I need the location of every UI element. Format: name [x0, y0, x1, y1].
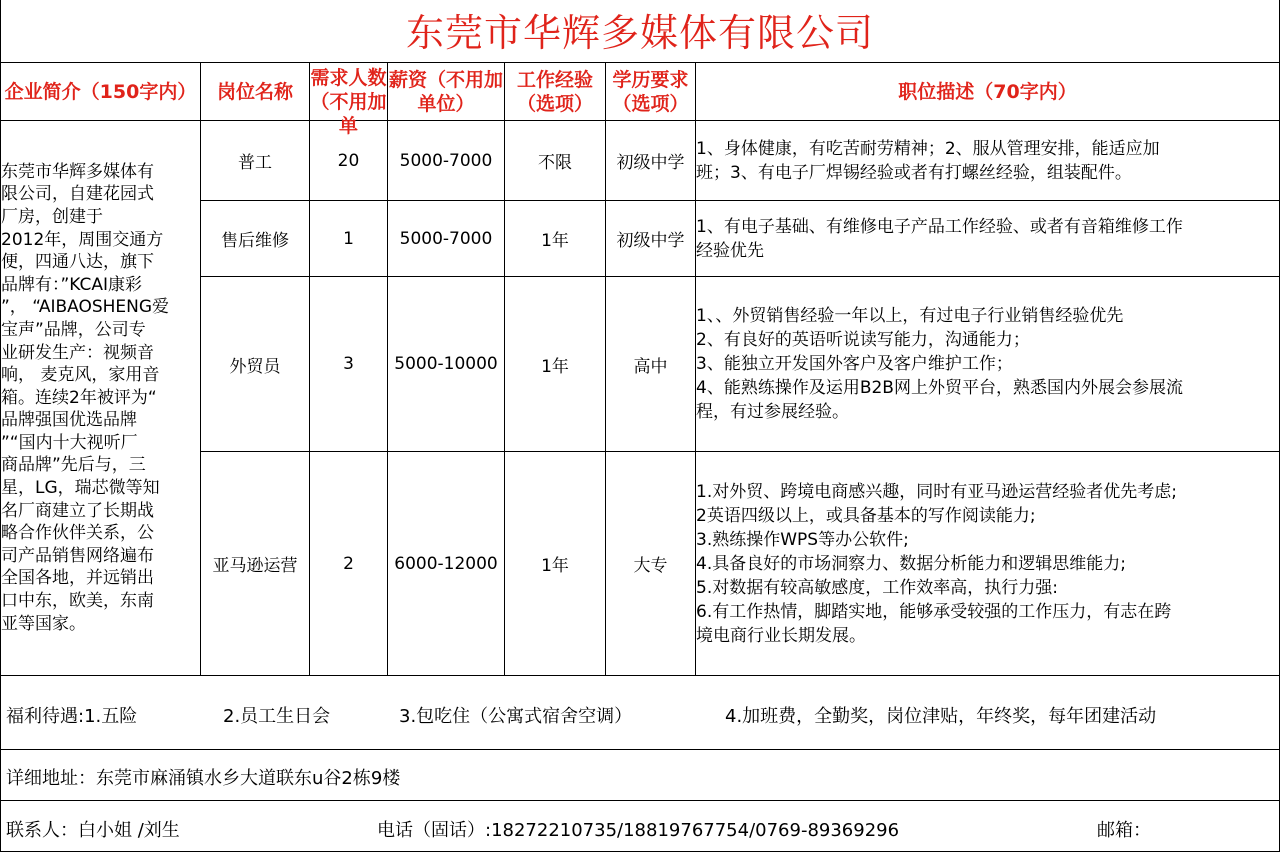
job-salary: 5000-7000 — [388, 201, 505, 277]
job-description: 1.对外贸、跨境电商感兴趣，同时有亚马逊运营经验者优先考虑; 2英语四级以上，或具备基本的写作阅读能力; 3.熟练操作WPS等办公软件; 4.具备良好的市场洞察力、数据分析能力和逻辑思维能力; 5.对数据有较高敏感度，工作效率高，执行力强: 6.有工作热情，脚踏实地，能够承受较强的工作压力，有志在跨 境电商行业长期发展。 — [696, 452, 1280, 676]
job-table — [0, 62, 1280, 676]
job-education: 大专 — [606, 452, 696, 676]
page-title: 东莞市华辉多媒体有限公司 — [0, 0, 1280, 62]
header-intro: 企业简介（150字内） — [1, 63, 201, 121]
header-position: 岗位名称 — [201, 63, 310, 121]
contact-row — [0, 801, 1280, 852]
welfare-item: 4.加班费，全勤奖，岗位津贴，年终奖，每年团建活动 — [725, 706, 1157, 727]
contact-phone: 电话（固话）:18272210735/18819767754/0769-89369296 — [377, 820, 900, 841]
job-count: 2 — [310, 452, 388, 676]
header-experience: 工作经验（选项） — [505, 63, 606, 121]
header-salary: 薪资（不用加单位） — [388, 63, 505, 121]
job-experience: 1年 — [505, 452, 606, 676]
job-experience: 不限 — [505, 121, 606, 201]
job-position: 售后维修 — [201, 201, 310, 277]
welfare-row — [0, 676, 1280, 750]
address-row — [0, 750, 1280, 801]
job-description: 1、、外贸销售经验一年以上，有过电子行业销售经验优先 2、有良好的英语听说读写能力，沟通能力； 3、能独立开发国外客户及客户维护工作； 4、能熟练操作及运用B2B网上外贸平台，熟悉国内外展会参展流 程，有过参展经验。 — [696, 277, 1280, 452]
welfare-item: 3.包吃住（公寓式宿舍空调） — [399, 706, 633, 727]
welfare-item: 2.员工生日会 — [223, 706, 331, 727]
job-position: 外贸员 — [201, 277, 310, 452]
header-description: 职位描述（70字内） — [696, 63, 1280, 121]
welfare-label: 福利待遇:1.五险 — [6, 706, 138, 727]
job-salary: 6000-12000 — [388, 452, 505, 676]
company-intro: 东莞市华辉多媒体有 限公司，自建花园式 厂房，创建于 2012年，周围交通方 便，四通八达，旗下 品牌有：”KCAI康彩 ”， “AIBAOSHENG爱 宝声”品牌，公司专 业研发生产：视频音 响， 麦克风，家用音 箱。连续2年被评为“ 品牌强国优选品牌 ”“国内十大视听厂 商品牌”先后与，三 星，LG，瑞芯微等知 名厂商建立了长期战 略合作伙伴关系，公 司产品销售网络遍布 全国各地，并远销出 口中东，欧美，东南 亚等国家。 — [1, 121, 201, 676]
job-education: 高中 — [606, 277, 696, 452]
job-count: 1 — [310, 201, 388, 277]
job-experience: 1年 — [505, 201, 606, 277]
job-education: 初级中学 — [606, 121, 696, 201]
header-count: 需求人数（不用加单 — [310, 63, 388, 121]
job-position: 亚马逊运营 — [201, 452, 310, 676]
contact-email: 邮箱： — [1097, 820, 1151, 841]
address-text: 详细地址：东莞市麻涌镇水乡大道联东u谷2栋9楼 — [6, 768, 401, 789]
job-experience: 1年 — [505, 277, 606, 452]
job-description: 1、身体健康，有吃苦耐劳精神；2、服从管理安排，能适应加 班；3、有电子厂焊锡经验或者有打螺丝经验，组装配件。 — [696, 121, 1280, 201]
job-salary: 5000-7000 — [388, 121, 505, 201]
table-row — [1, 121, 1280, 201]
contact-person: 联系人：白小姐 /刘生 — [6, 820, 180, 841]
job-description: 1、有电子基础、有维修电子产品工作经验、或者有音箱维修工作 经验优先 — [696, 201, 1280, 277]
header-education: 学历要求（选项） — [606, 63, 696, 121]
job-salary: 5000-10000 — [388, 277, 505, 452]
job-count: 20 — [310, 121, 388, 201]
job-count: 3 — [310, 277, 388, 452]
job-education: 初级中学 — [606, 201, 696, 277]
job-position: 普工 — [201, 121, 310, 201]
